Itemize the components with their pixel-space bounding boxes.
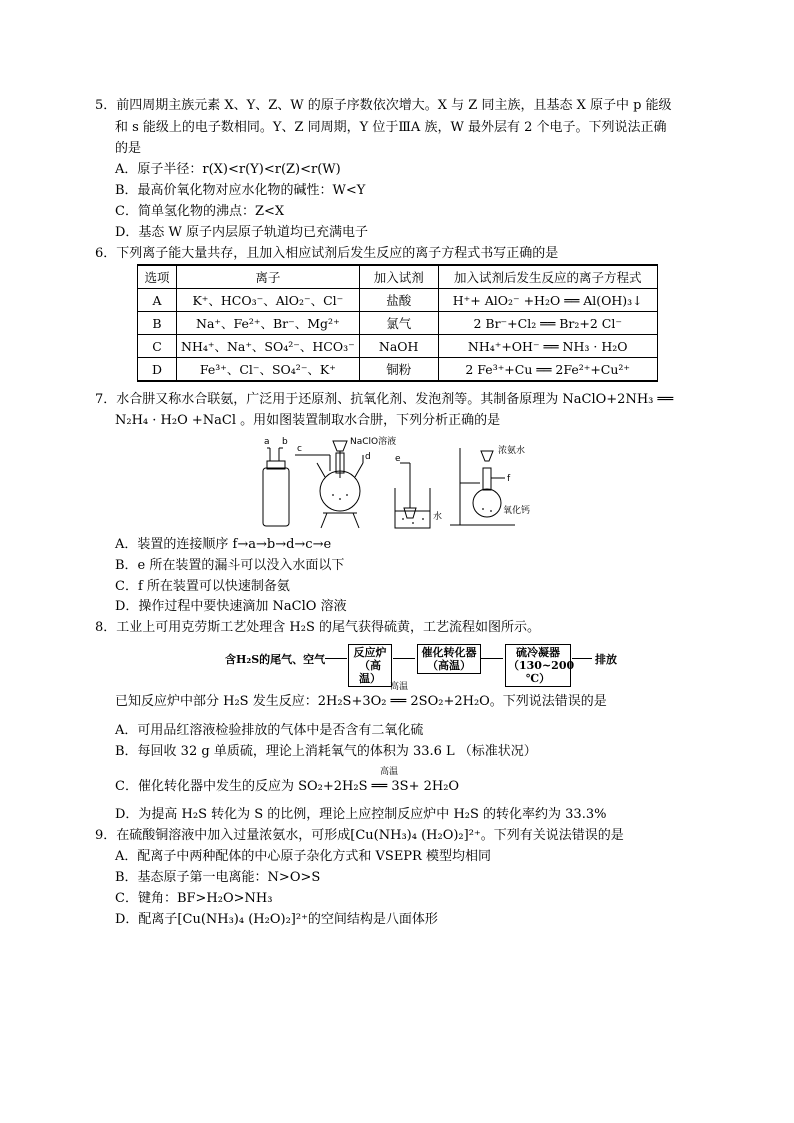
q5-stem-line3: 的是 [115, 141, 142, 156]
table-cell: K⁺、HCO₃⁻、AlO₂⁻、Cl⁻ [177, 289, 360, 312]
q7-option-c: C．f 所在装置可以快速制备氨 [115, 579, 290, 594]
table-header-cell: 离子 [177, 265, 360, 289]
table-header-cell: 加入试剂 [359, 265, 438, 289]
table-cell: C [138, 335, 177, 358]
port-c-label: c [297, 444, 302, 454]
q5-option-b: B．最高价氧化物对应水化物的碱性：W<Y [115, 183, 366, 198]
port-d-label: d [365, 452, 371, 462]
table-cell: H⁺+ AlO₂⁻ +H₂O ══ Al(OH)₃↓ [438, 289, 657, 312]
q8-option-b: B．每回收 32 g 单质硫，理论上消耗氧气的体积为 33.6 L （标准状况） [115, 744, 537, 759]
q9-option-d: D．配离子[Cu(NH₃)₄ (H₂O)₂]²⁺的空间结构是八面体形 [115, 912, 438, 927]
q5-option-a: A．原子半径：r(X)<r(Y)<r(Z)<r(W) [115, 162, 341, 177]
table-cell: NaOH [359, 335, 438, 358]
flow-input: 含H₂S的尾气、空气 [225, 653, 326, 666]
q8-option-d: D．为提高 H₂S 转化为 S 的比例，理论上应控制反应炉中 H₂S 的转化率约为 33.3% [115, 807, 607, 822]
q8-option-c-condition: 高温 [380, 767, 399, 777]
port-a-label: a [264, 437, 270, 447]
table-row [138, 312, 658, 335]
q8-option-c: C．催化转化器中发生的反应为 SO₂+2H₂S ══ 3S+ 2H₂O [115, 779, 460, 794]
water-label: 水 [433, 512, 443, 522]
q7-stem-line2: N₂H₄ · H₂O +NaCl 。用如图装置制取水合肼，下列分析正确的是 [115, 413, 501, 428]
flow-arrow [393, 658, 415, 659]
table-cell: NH₄⁺+OH⁻ ══ NH₃ · H₂O [438, 335, 657, 358]
table-cell: D [138, 358, 177, 382]
table-cell: NH₄⁺、Na⁺、SO₄²⁻、HCO₃⁻ [177, 335, 360, 358]
cao-label: 氧化钙 [503, 506, 531, 516]
table-cell: Fe³⁺、Cl⁻、SO₄²⁻、K⁺ [177, 358, 360, 382]
q7-option-b: B．e 所在装置的漏斗可以没入水面以下 [115, 558, 345, 573]
condenser-label: 硫冷凝器 [516, 646, 560, 659]
table-cell: 氯气 [359, 312, 438, 335]
ammonia-label: 浓氨水 [498, 446, 526, 456]
condenser-box [505, 644, 575, 687]
table-cell: A [138, 289, 177, 312]
q8-option-a: A．可用品红溶液检验排放的气体中是否含有二氧化硫 [115, 723, 424, 738]
q6-stem: 6．下列离子能大量共存，且加入相应试剂后发生反应的离子方程式书写正确的是 [95, 246, 559, 261]
flow-arrow [572, 658, 592, 659]
table-row [138, 358, 658, 382]
converter-condition: （高温） [427, 659, 471, 672]
table-cell: 铜粉 [359, 358, 438, 382]
flow-arrow [325, 658, 347, 659]
flow-arrow [481, 658, 503, 659]
q7-option-d: D．操作过程中要快速滴加 NaClO 溶液 [115, 599, 347, 614]
converter-label: 催化转化器 [421, 646, 477, 659]
q9-option-a: A．配离子中两种配体的中心原子杂化方式和 VSEPR 模型均相同 [115, 849, 491, 864]
table-header-row [138, 265, 658, 289]
q9-option-b: B．基态原子第一电离能：N>O>S [115, 870, 321, 885]
q5-stem-line2: 和 s 能级上的电子数相同。Y、Z 同周期，Y 位于ⅢA 族，W 最外层有 2 个电子。下列说法正确 [115, 120, 667, 135]
q8-known-condition: 高温 [390, 682, 409, 692]
table-header-cell: 选项 [138, 265, 177, 289]
q9-stem: 9．在硫酸铜溶液中加入过量浓氨水，可形成[Cu(NH₃)₄ (H₂O)₂]²⁺。下列有关说法错误的是 [95, 828, 624, 843]
q5-stem-line1: 5．前四周期主族元素 X、Y、Z、W 的原子序数依次增大。X 与 Z 同主族，且基态 X 原子中 p 能级 [95, 98, 672, 113]
q8-stem: 8．工业上可用克劳斯工艺处理含 H₂S 的尾气获得硫黄，工艺流程如图所示。 [95, 620, 540, 635]
table-row [138, 289, 658, 312]
apparatus-figure [255, 433, 540, 533]
q8-known: 已知反应炉中部分 H₂S 发生反应：2H₂S+3O₂ ══ 2SO₂+2H₂O。下列说法错误的是 [115, 694, 607, 709]
q6-table [137, 264, 658, 382]
table-cell: 2 Fe³⁺+Cu ══ 2Fe²⁺+Cu²⁺ [438, 358, 657, 382]
table-cell: Na⁺、Fe²⁺、Br⁻、Mg²⁺ [177, 312, 360, 335]
flow-output: 排放 [595, 653, 617, 666]
port-f-label: f [507, 474, 511, 484]
converter-box [417, 644, 481, 674]
table-cell: B [138, 312, 177, 335]
q9-option-c: C．键角：BF>H₂O>NH₃ [115, 891, 273, 906]
condenser-condition: （130~200 ℃） [508, 659, 575, 685]
q5-option-d: D．基态 W 原子内层原子轨道均已充满电子 [115, 225, 369, 240]
table-cell: 盐酸 [359, 289, 438, 312]
table-header-cell: 加入试剂后发生反应的离子方程式 [438, 265, 657, 289]
port-b-label: b [282, 437, 288, 447]
q7-option-a: A．装置的连接顺序 f→a→b→d→c→e [115, 537, 332, 552]
table-cell: 2 Br⁻+Cl₂ ══ Br₂+2 Cl⁻ [438, 312, 657, 335]
q7-stem-line1: 7．水合肼又称水合联氨，广泛用于还原剂、抗氧化剂、发泡剂等。其制备原理为 NaClO+2NH₃ ══ [95, 392, 674, 407]
naclo-label: NaClO溶液 [350, 437, 397, 447]
q5-option-c: C．简单氢化物的沸点：Z<X [115, 204, 285, 219]
reactor-box [348, 644, 392, 687]
reactor-label: 反应炉 [353, 646, 387, 659]
reactor-condition: （高温） [359, 659, 381, 685]
table-row [138, 335, 658, 358]
port-e-label: e [395, 454, 401, 464]
